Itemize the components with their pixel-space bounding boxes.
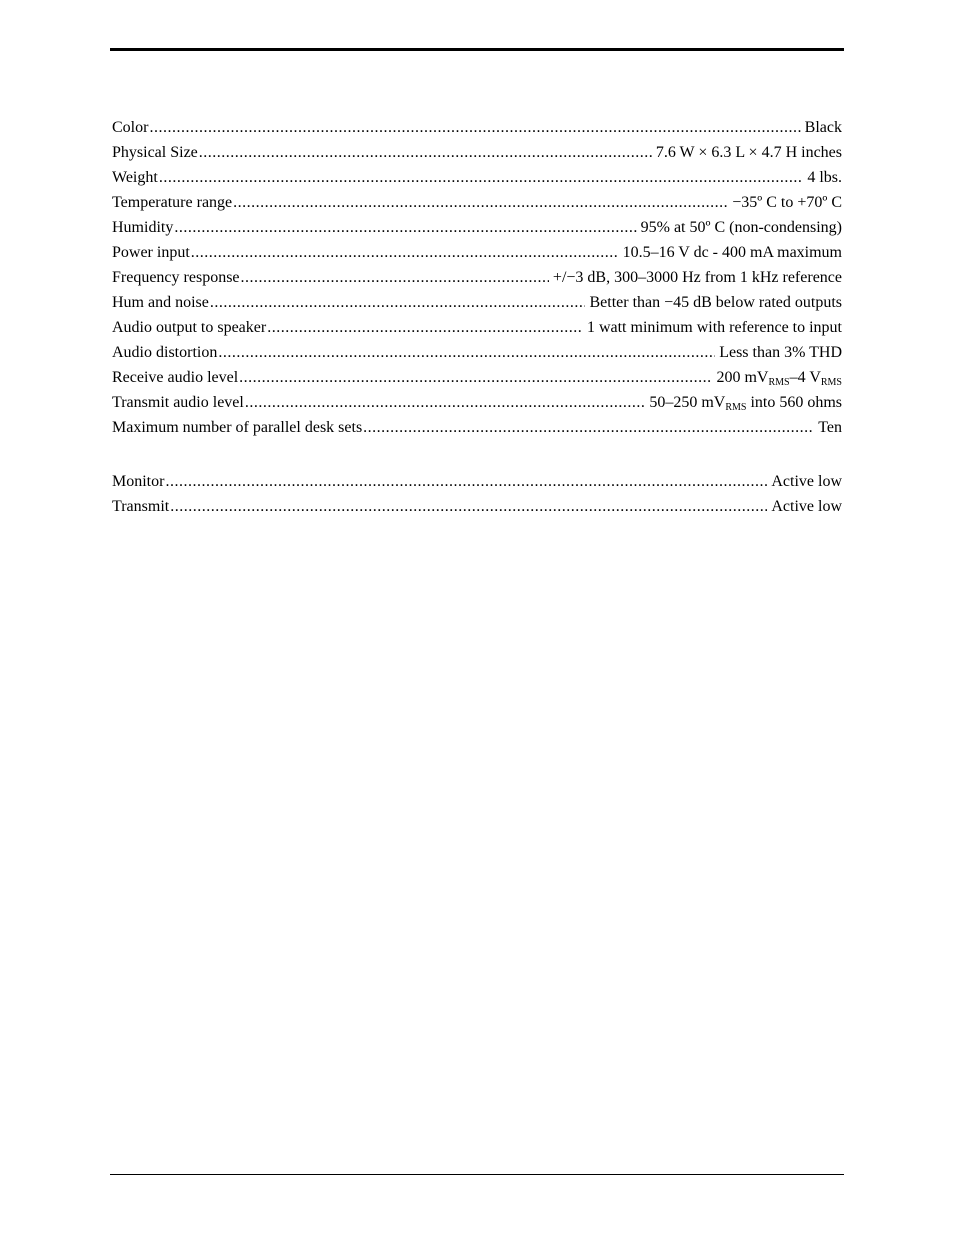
rms-subscript: RMS bbox=[768, 377, 790, 388]
spec-value: +/−3 dB, 300–3000 Hz from 1 kHz reference bbox=[552, 269, 842, 286]
spec-row-parallel-desk-sets bbox=[112, 415, 842, 440]
spec-label: Audio output to speaker bbox=[112, 319, 267, 336]
dot-leader bbox=[174, 215, 636, 240]
dot-leader bbox=[199, 140, 652, 165]
spec-row-monitor bbox=[112, 469, 842, 494]
dot-leader bbox=[218, 340, 715, 365]
dot-leader bbox=[149, 115, 800, 140]
spec-row-audio-distortion bbox=[112, 340, 842, 365]
spec-label: Maximum number of parallel desk sets bbox=[112, 419, 363, 436]
dot-leader bbox=[165, 469, 767, 494]
dot-leader bbox=[267, 315, 583, 340]
spec-value: −35º C to +70º C bbox=[732, 194, 842, 211]
spec-value-part: into 560 ohms bbox=[746, 394, 842, 411]
section-spacer bbox=[112, 440, 842, 469]
spec-row-audio-output bbox=[112, 315, 842, 340]
dot-leader bbox=[191, 240, 619, 265]
spec-label: Transmit audio level bbox=[112, 394, 244, 411]
specifications-list bbox=[112, 115, 842, 519]
spec-label: Humidity bbox=[112, 219, 174, 236]
dot-leader bbox=[239, 365, 712, 390]
dot-leader bbox=[363, 415, 814, 440]
spec-value: Active low bbox=[771, 498, 842, 515]
spec-value: Active low bbox=[771, 473, 842, 490]
spec-value-part: 50–250 mV bbox=[649, 394, 726, 411]
dot-leader bbox=[210, 290, 586, 315]
spec-value: 4 lbs. bbox=[807, 169, 842, 186]
spec-label: Power input bbox=[112, 244, 190, 261]
spec-row-temperature-range bbox=[112, 190, 842, 215]
dot-leader bbox=[170, 494, 767, 519]
spec-label: Temperature range bbox=[112, 194, 233, 211]
rms-subscript: RMS bbox=[820, 377, 842, 388]
rms-subscript: RMS bbox=[725, 402, 747, 413]
spec-value: 7.6 W × 6.3 L × 4.7 H inches bbox=[655, 144, 842, 161]
spec-row-weight bbox=[112, 165, 842, 190]
spec-label: Frequency response bbox=[112, 269, 240, 286]
spec-row-frequency-response bbox=[112, 265, 842, 290]
spec-row-transmit bbox=[112, 494, 842, 519]
spec-row-hum-and-noise bbox=[112, 290, 842, 315]
spec-value: 1 watt minimum with reference to input bbox=[586, 319, 842, 336]
spec-value: Better than −45 dB below rated outputs bbox=[589, 294, 842, 311]
spec-value-part: 200 mV bbox=[716, 369, 769, 386]
spec-value: Ten bbox=[818, 419, 842, 436]
spec-row-color bbox=[112, 115, 842, 140]
spec-label: Receive audio level bbox=[112, 369, 239, 386]
spec-label: Audio distortion bbox=[112, 344, 218, 361]
spec-value bbox=[649, 390, 842, 415]
spec-value-part: –4 V bbox=[789, 369, 821, 386]
dot-leader bbox=[159, 165, 804, 190]
header-rule bbox=[110, 48, 844, 51]
dot-leader bbox=[245, 390, 645, 415]
spec-label: Hum and noise bbox=[112, 294, 209, 311]
footer-rule bbox=[110, 1174, 844, 1175]
spec-label: Physical Size bbox=[112, 144, 198, 161]
spec-value: 95% at 50º C (non-condensing) bbox=[640, 219, 842, 236]
dot-leader bbox=[241, 265, 549, 290]
spec-value bbox=[716, 365, 842, 390]
dot-leader bbox=[233, 190, 728, 215]
spec-row-power-input bbox=[112, 240, 842, 265]
spec-row-receive-audio-level bbox=[112, 365, 842, 390]
spec-row-transmit-audio-level bbox=[112, 390, 842, 415]
spec-value: Black bbox=[804, 119, 842, 136]
spec-row-physical-size bbox=[112, 140, 842, 165]
spec-row-humidity bbox=[112, 215, 842, 240]
spec-label: Color bbox=[112, 119, 149, 136]
spec-label: Weight bbox=[112, 169, 158, 186]
spec-label: Monitor bbox=[112, 473, 165, 490]
spec-value: Less than 3% THD bbox=[719, 344, 842, 361]
spec-value: 10.5–16 V dc - 400 mA maximum bbox=[622, 244, 842, 261]
spec-label: Transmit bbox=[112, 498, 170, 515]
